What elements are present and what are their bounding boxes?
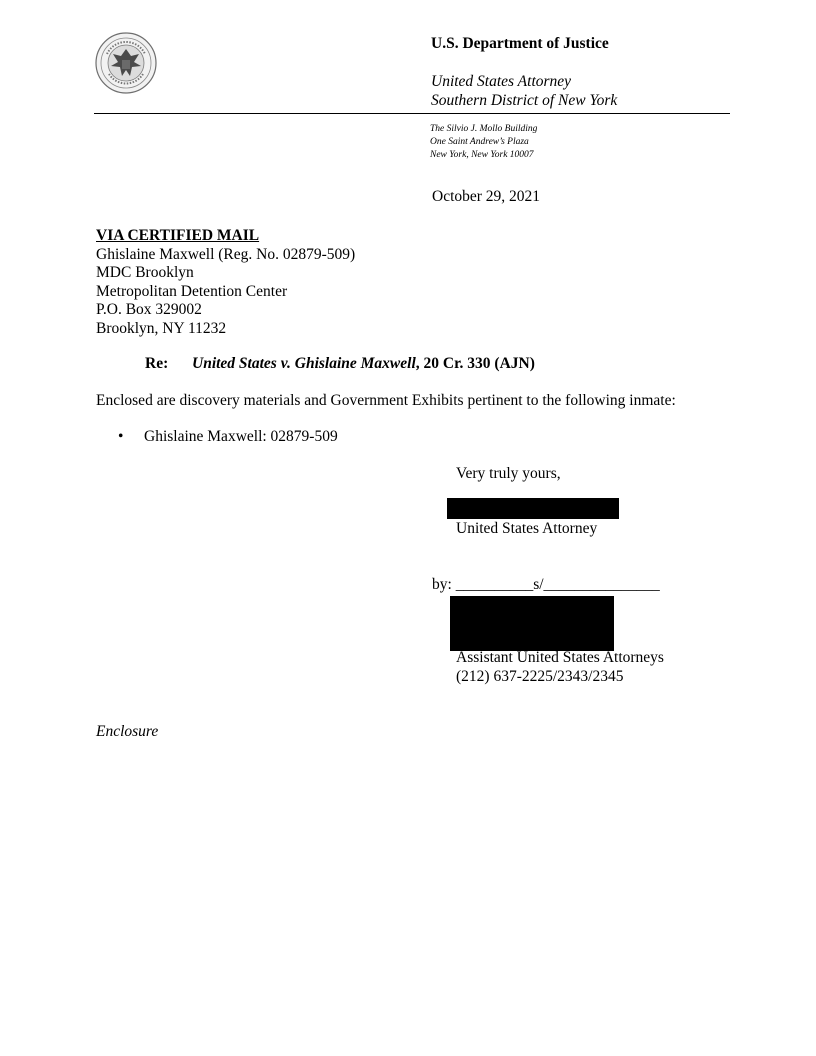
office-line-2: Southern District of New York — [431, 92, 618, 109]
address-line-1: The Silvio J. Mollo Building — [430, 124, 538, 134]
phone-numbers: (212) 637-2225/2343/2345 — [456, 667, 624, 685]
redaction-block-2 — [450, 596, 614, 651]
address-line-2: One Saint Andrew’s Plaza — [430, 137, 529, 147]
office-line-1: United States Attorney — [431, 73, 572, 90]
signatory-title: United States Attorney — [456, 520, 598, 537]
recipient-line-5: Brooklyn, NY 11232 — [96, 319, 227, 337]
inmate-entry: Ghislaine Maxwell: 02879-509 — [144, 428, 338, 445]
office-name — [431, 72, 617, 110]
recipient-line-3: Metropolitan Detention Center — [96, 282, 288, 300]
doj-seal-icon — [95, 32, 157, 94]
enclosure-note: Enclosure — [96, 723, 159, 740]
department-name: U.S. Department of Justice — [431, 35, 609, 52]
signature-line — [432, 576, 660, 594]
recipient-line-4: P.O. Box 329002 — [96, 301, 202, 318]
case-name: United States v. Ghislaine Maxwell — [192, 355, 416, 372]
delivery-method: VIA CERTIFIED MAIL — [96, 227, 260, 244]
body-paragraph: Enclosed are discovery materials and Government Exhibits pertinent to the following inmate: — [96, 392, 676, 409]
letterhead-divider — [94, 113, 730, 114]
re-label: Re: — [145, 355, 169, 372]
letter-date: October 29, 2021 — [432, 188, 541, 205]
recipient-block — [96, 227, 355, 338]
re-line — [145, 355, 535, 373]
case-number: , 20 Cr. 330 (AJN) — [415, 355, 535, 372]
office-address — [430, 123, 537, 162]
assistant-title: Assistant United States Attorneys — [456, 649, 664, 666]
closing: Very truly yours, — [456, 465, 561, 482]
bullet-icon: • — [118, 428, 124, 445]
recipient-line-2: MDC Brooklyn — [96, 264, 194, 281]
inmate-list-item — [118, 428, 338, 446]
signature-mark: s/ — [533, 576, 544, 593]
sig-line-left: __________ — [455, 576, 534, 593]
by-label: by: — [432, 576, 456, 593]
assistant-title-block — [456, 649, 664, 686]
recipient-name: Ghislaine Maxwell (Reg. No. 02879-509) — [96, 245, 356, 263]
address-line-3: New York, New York 10007 — [430, 150, 534, 160]
redaction-block-1 — [447, 498, 619, 519]
sig-line-right: _______________ — [543, 576, 660, 593]
